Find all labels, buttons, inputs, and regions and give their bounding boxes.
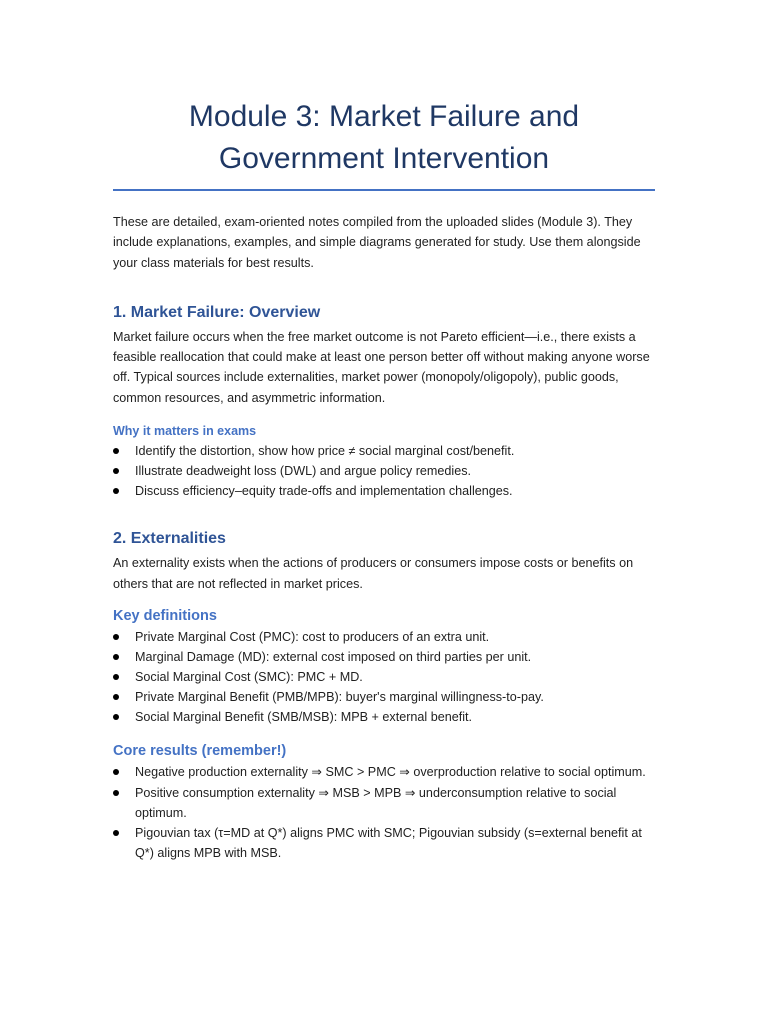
list-item: Social Marginal Benefit (SMB/MSB): MPB + external benefit. bbox=[113, 707, 655, 727]
list-item: Negative production externality ⇒ SMC > PMC ⇒ overproduction relative to social optimum. bbox=[113, 762, 655, 782]
section-heading-externalities: 2. Externalities bbox=[113, 530, 226, 548]
section-heading-market-failure: 1. Market Failure: Overview bbox=[113, 303, 321, 321]
list-item: Identify the distortion, show how price ≠ social marginal cost/benefit. bbox=[113, 441, 655, 461]
document-page bbox=[113, 0, 655, 863]
list-item: Private Marginal Cost (PMC): cost to producers of an extra unit. bbox=[113, 627, 655, 647]
subheading-core-results: Core results (remember!) bbox=[113, 743, 287, 760]
list-item: Social Marginal Cost (SMC): PMC + MD. bbox=[113, 667, 655, 687]
title-underline bbox=[113, 189, 655, 191]
bullet-icon bbox=[113, 488, 119, 494]
subheading-why-it-matters: Why it matters in exams bbox=[113, 424, 257, 439]
bullet-icon bbox=[113, 654, 119, 660]
intro-paragraph: These are detailed, exam-oriented notes compiled from the uploaded slides (Module 3). They include explanations, examples, and simple diagrams generated for study. Use them alongside your class materials for best results. bbox=[113, 215, 641, 270]
list-item: Illustrate deadweight loss (DWL) and argue policy remedies. bbox=[113, 461, 655, 481]
subheading-key-definitions: Key definitions bbox=[113, 607, 217, 624]
key-definitions-list bbox=[113, 627, 655, 727]
list-item: Discuss efficiency–equity trade-offs and implementation challenges. bbox=[113, 481, 655, 501]
bullet-icon bbox=[113, 634, 119, 640]
bullet-icon bbox=[113, 769, 119, 775]
bullet-icon bbox=[113, 714, 119, 720]
bullet-icon bbox=[113, 694, 119, 700]
list-item: Marginal Damage (MD): external cost imposed on third parties per unit. bbox=[113, 647, 655, 667]
list-item: Positive consumption externality ⇒ MSB > MPB ⇒ underconsumption relative to social optimum. bbox=[113, 783, 655, 823]
bullet-icon bbox=[113, 468, 119, 474]
market-failure-paragraph: Market failure occurs when the free market outcome is not Pareto efficient—i.e., there exists a feasible reallocation that could make at least one person better off without making anyone worse off. Typical sources include externalities, market power (monopoly/oligopoly), public goods, common resources, and asymmetric information. bbox=[113, 329, 650, 405]
bullet-icon bbox=[113, 790, 119, 796]
bullet-icon bbox=[113, 674, 119, 680]
bullet-icon bbox=[113, 830, 119, 836]
bullet-icon bbox=[113, 448, 119, 454]
externalities-paragraph: An externality exists when the actions of producers or consumers impose costs or benefits on others that are not reflected in market prices. bbox=[113, 556, 634, 591]
core-results-list bbox=[113, 762, 655, 862]
list-item: Pigouvian tax (τ=MD at Q*) aligns PMC with SMC; Pigouvian subsidy (s=external benefit at Q*) aligns MPB with MSB. bbox=[113, 823, 655, 863]
document-title: Module 3: Market Failure and Government Intervention bbox=[188, 100, 580, 175]
why-it-matters-list bbox=[113, 441, 655, 501]
list-item: Private Marginal Benefit (PMB/MPB): buyer's marginal willingness-to-pay. bbox=[113, 687, 655, 707]
